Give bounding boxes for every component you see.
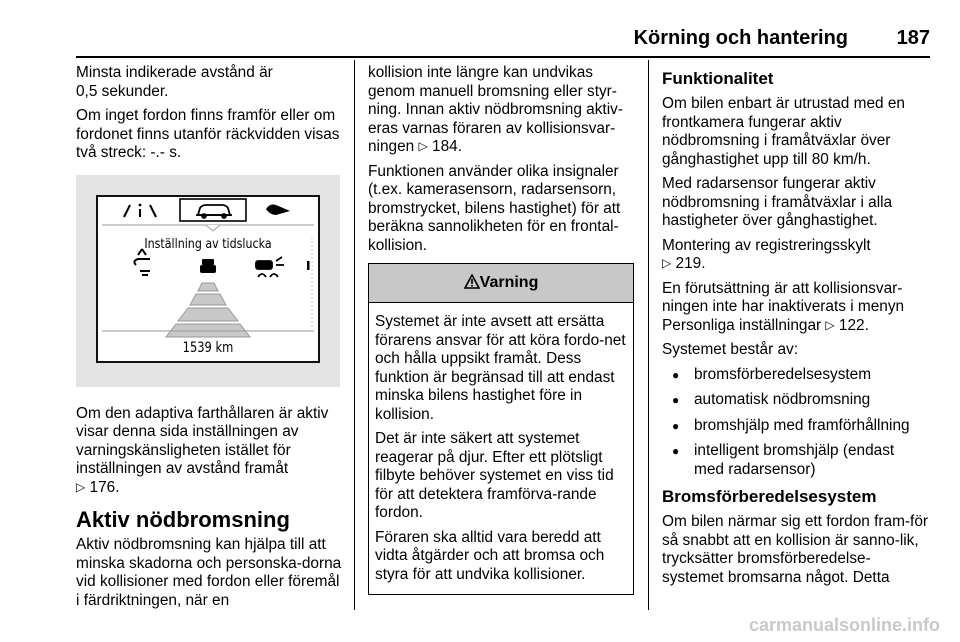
page-ref-link[interactable]: 219. <box>675 255 706 272</box>
tab-pointer <box>206 225 220 231</box>
column-middle <box>368 64 634 595</box>
page-header <box>76 22 930 58</box>
page-ref-arrow-icon: ▷ <box>418 139 428 153</box>
selected-tab-frame <box>180 199 246 221</box>
warning-box <box>368 263 634 595</box>
display-graphics <box>98 197 318 361</box>
instrument-display-figure <box>76 175 340 387</box>
list-item: ● bromshjälp med framförhållning <box>662 417 932 436</box>
paragraph-text: Om den adaptiva farthållaren är aktiv visar denna sida inställningen av varningskänsligheten istället för inställningen av avstånd framåt <box>76 404 329 477</box>
paragraph: Systemet består av: <box>662 341 799 358</box>
subsection-heading: Bromsförberedelsesystem <box>662 487 877 506</box>
column-divider <box>354 60 355 610</box>
column-left <box>76 64 342 616</box>
column-divider <box>648 60 649 610</box>
warning-body <box>369 303 633 594</box>
list-item: ● bromsförberedelsesystem <box>662 366 932 385</box>
warning-title: Varning <box>479 274 539 291</box>
paragraph: Om bilen närmar sig ett fordon fram-för så snabbt att en kollision är sanno-lik, trycksätter bromsförberedelse-systemet bromsarna något. Detta <box>662 513 929 586</box>
scroll-indicator <box>307 261 310 270</box>
subsection-heading: Funktionalitet <box>662 69 774 88</box>
paragraph: Med radarsensor fungerar aktiv nödbromsning i framåtväxlar i alla hastigheter över gånghastighet. <box>662 175 893 229</box>
section-heading: Aktiv nödbromsning <box>76 507 290 532</box>
light-beam-icon <box>266 204 290 215</box>
paragraph-text: Montering av registreringsskylt <box>662 236 871 254</box>
warning-paragraph: Föraren ska alltid vara beredd att vidta åtgärder och att bromsa och styra för att undvika kollisioner. <box>375 528 605 583</box>
paragraph: Om inget fordon finns framför eller om fordonet finns utanför räckvidden visas två streck: -.- s. <box>76 107 340 161</box>
paragraph-text: kollision inte längre kan undvikas genom manuell bromsning eller styr-ning. Innan aktiv nödbromsning aktiv-eras varnas föraren av kollisionsvar-ningen <box>368 64 623 155</box>
paragraph <box>76 405 342 498</box>
page-ref-arrow-icon: ▷ <box>76 479 86 494</box>
paragraph <box>662 237 932 274</box>
watermark: carmanualsonline.info <box>748 615 940 635</box>
column-right <box>662 64 932 593</box>
time-gap-bars <box>166 283 250 337</box>
component-list <box>662 366 932 480</box>
car-ahead-icon <box>200 259 216 273</box>
page-ref-link[interactable]: 184. <box>432 138 462 155</box>
page-number: 187 <box>896 27 930 49</box>
page-ref-arrow-icon: ▷ <box>662 256 672 270</box>
lane-warning-icon <box>124 203 156 216</box>
page-ref-link[interactable]: 176. <box>89 478 120 496</box>
warning-paragraph: Systemet är inte avsett att ersätta förarens ansvar för att köra fordo-net och hålla uppsikt framåt. Dess funktion är begränsad till att endast minska bilens hastighet före in kollision. <box>375 313 626 423</box>
section-title: Körning och hantering <box>633 27 848 49</box>
list-item: ● automatisk nödbromsning <box>662 391 932 410</box>
page-ref-arrow-icon: ▷ <box>825 317 835 332</box>
display-screen <box>96 195 320 363</box>
warning-header <box>369 264 633 303</box>
warning-triangle-icon <box>464 274 480 289</box>
page-ref-link[interactable]: 122. <box>838 316 869 334</box>
collision-alert-icon <box>256 257 284 277</box>
list-item: ● intelligent bromshjälp (endast med radarsensor) <box>662 442 932 479</box>
paragraph: Aktiv nödbromsning kan hjälpa till att minska skadorna och personska-dorna vid kollisioner med fordon eller föremål i färdriktningen, när en <box>76 536 342 609</box>
paragraph <box>662 280 932 336</box>
paragraph: Om bilen enbart är utrustad med en frontkamera fungerar aktiv nödbromsning i framåtväxlar över gånghastighet upp till 80 km/h. <box>662 95 905 168</box>
warning-paragraph: Det är inte säkert att systemet reagerar på djur. Efter ett plötsligt filbyte behöver systemet en viss tid för att detektera framförva-rande fordon. <box>375 430 614 521</box>
display-label: Inställning av tidslucka <box>144 235 272 252</box>
paragraph <box>368 64 634 157</box>
odometer-readout: 1539 km <box>182 339 234 356</box>
paragraph: Minsta indikerade avstånd är 0,5 sekunder. <box>76 64 273 100</box>
paragraph: Funktionen använder olika insignaler (t.ex. kamerasensorn, radarsensorn, bromstrycket, bilens hastighet) för att beräkna sannolikheten för en frontal-kollision. <box>368 162 621 254</box>
paragraph-text: En förutsättning är att kollisionsvar-ningen inte har inaktiverats i menyn Personliga inställningar <box>662 279 905 334</box>
